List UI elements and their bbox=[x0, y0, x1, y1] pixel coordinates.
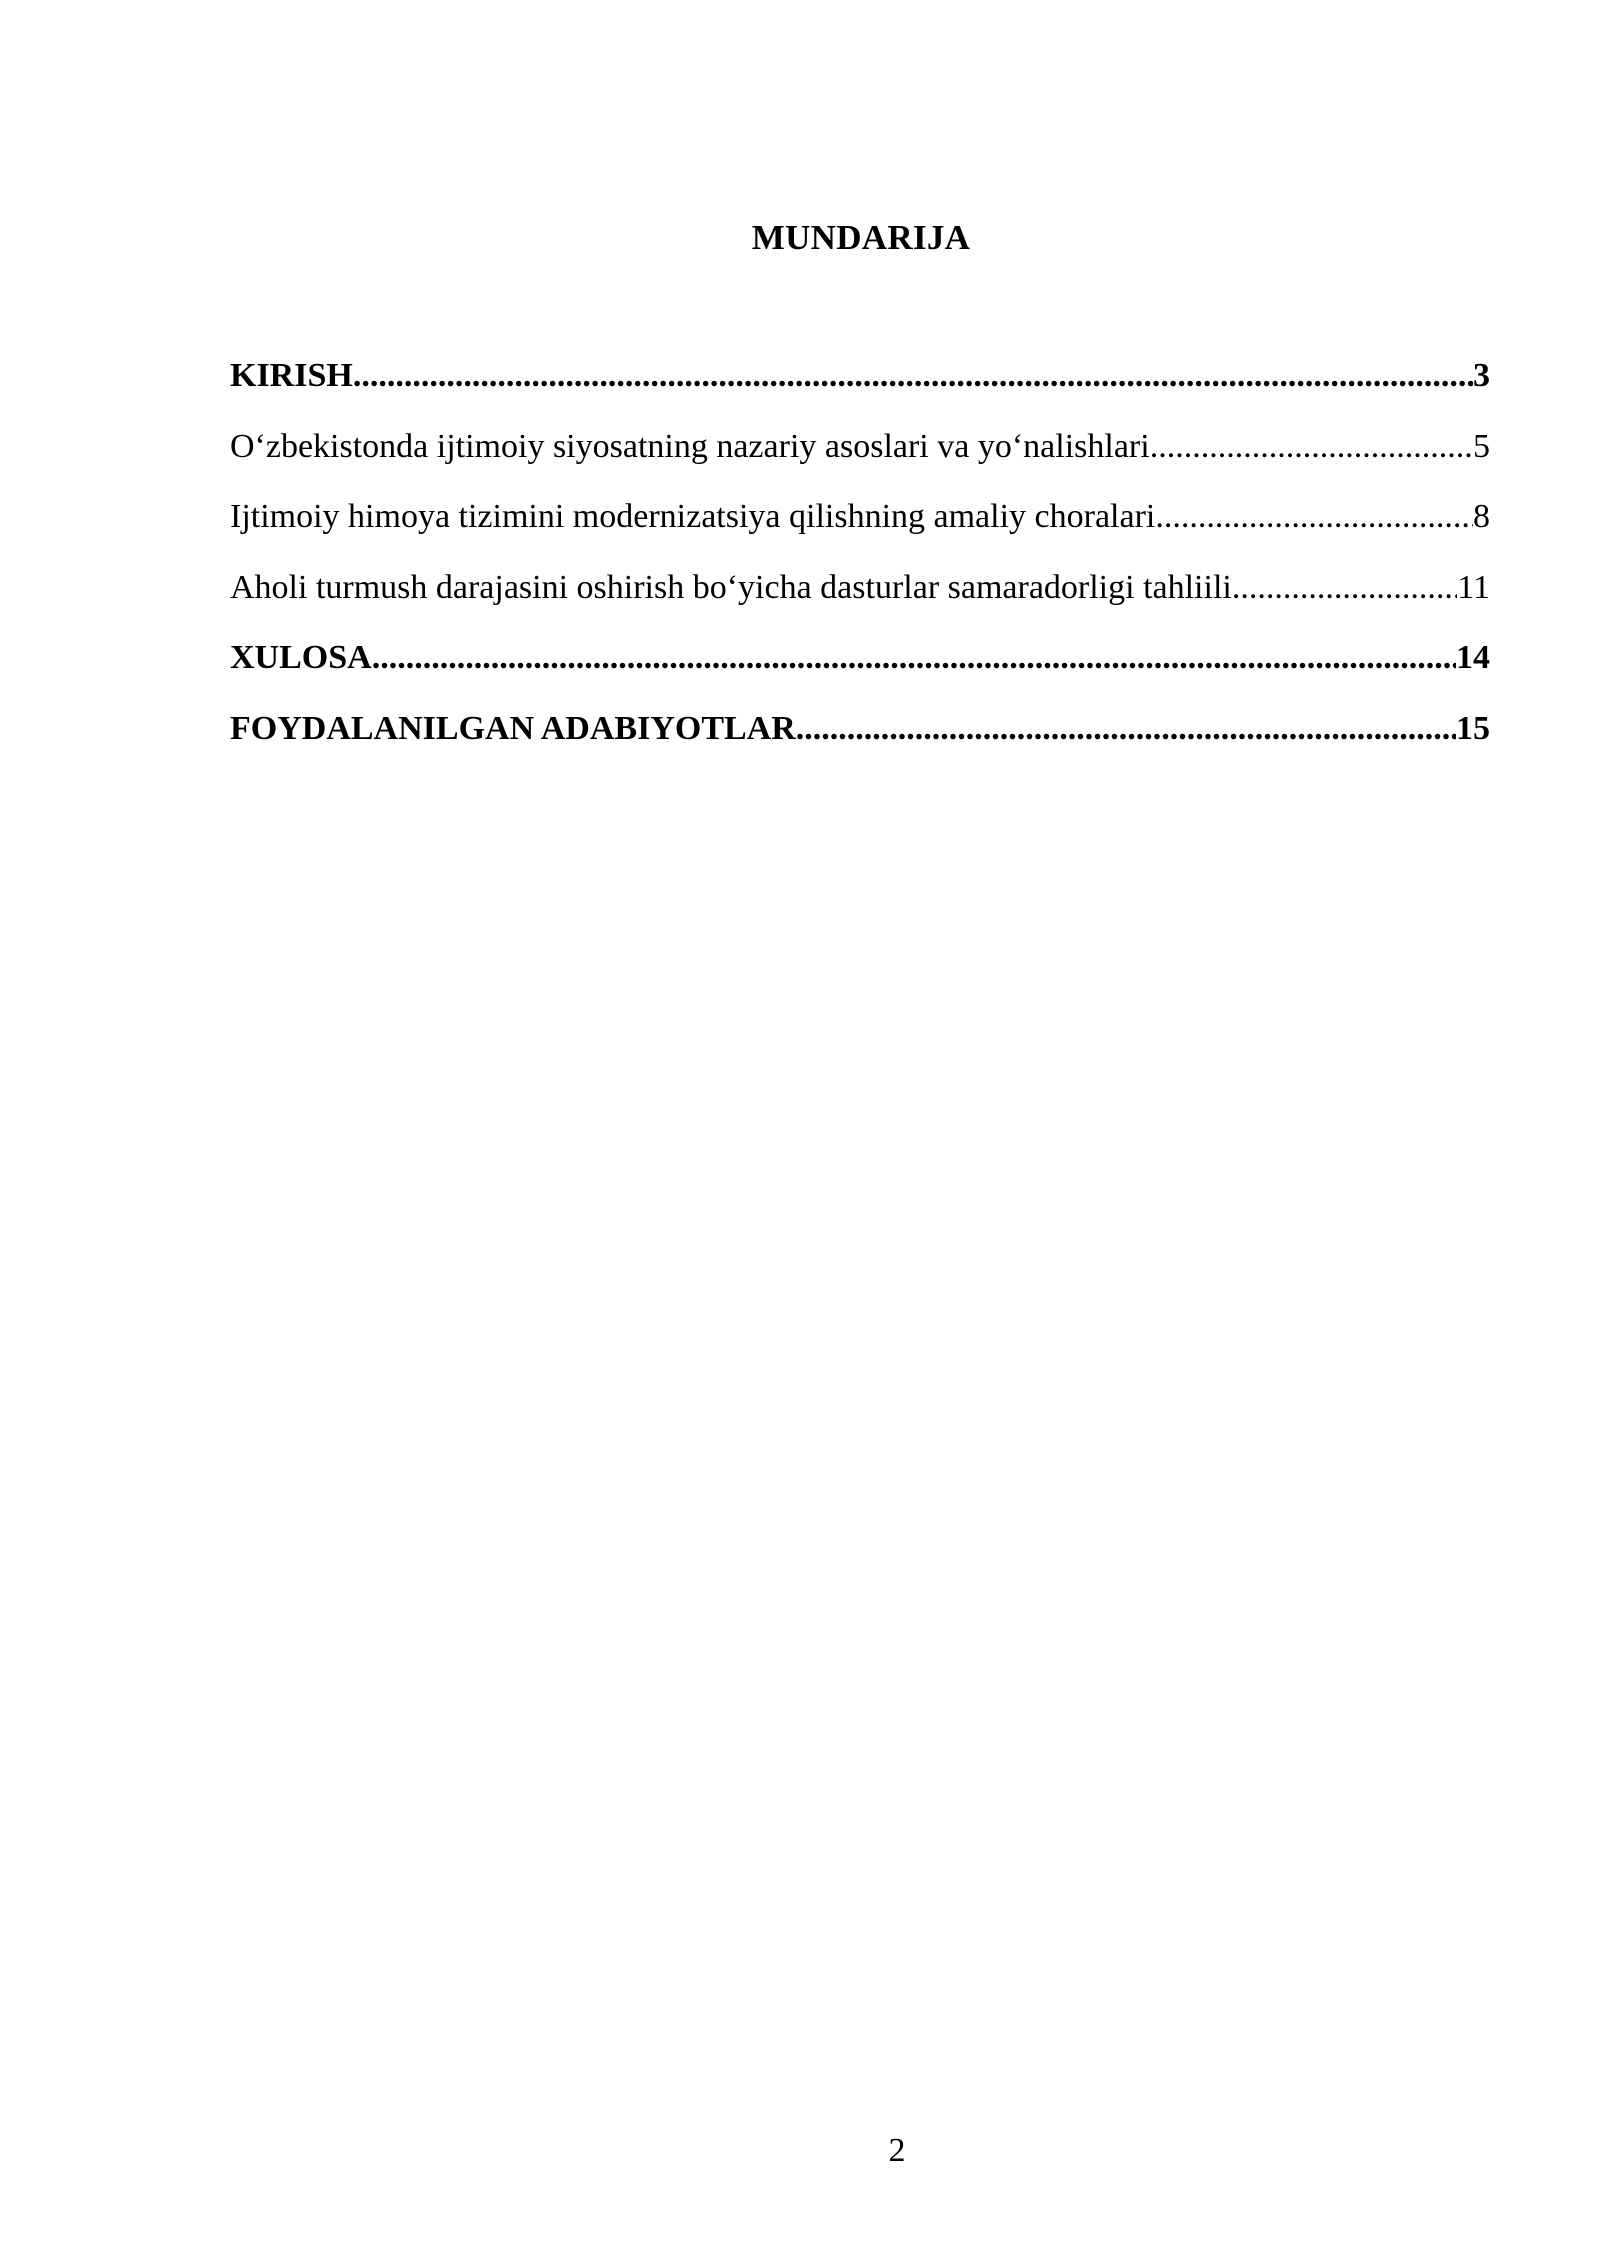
toc-entry-page: 11 bbox=[1457, 568, 1490, 606]
page-number: 2 bbox=[888, 2132, 906, 2169]
toc-dot-leader bbox=[372, 632, 1456, 684]
toc-dot-leader bbox=[1232, 562, 1457, 614]
toc-dot-leader bbox=[1150, 421, 1473, 473]
toc-entry-xulosa[interactable] bbox=[230, 632, 1490, 703]
toc-entry-aholi-turmush[interactable] bbox=[230, 562, 1490, 633]
toc-entry-label: Ijtimoiy himoya tizimini modernizatsiya qilishning amaliy choralari bbox=[230, 498, 1156, 535]
toc-entry-label: KIRISH bbox=[230, 357, 353, 394]
toc-entry-ijtimoiy-himoya[interactable] bbox=[230, 491, 1490, 562]
toc-title: MUNDARIJA bbox=[751, 218, 971, 257]
toc-entry-label: XULOSA bbox=[230, 639, 372, 676]
toc-entry-page: 8 bbox=[1473, 498, 1490, 535]
toc-entry-label: O‘zbekistonda ijtimoiy siyosatning nazariy asoslari va yo‘nalishlari bbox=[230, 427, 1150, 465]
toc-entry-page: 15 bbox=[1456, 709, 1490, 747]
table-of-contents bbox=[230, 350, 1490, 773]
toc-dot-leader bbox=[1155, 491, 1473, 543]
toc-dot-leader bbox=[796, 703, 1456, 755]
toc-entry-page: 5 bbox=[1473, 427, 1490, 465]
toc-entry-nazariy-asoslar[interactable] bbox=[230, 421, 1490, 492]
toc-entry-label: Aholi turmush darajasini oshirish bo‘yicha dasturlar samaradorligi tahliili bbox=[230, 568, 1232, 606]
toc-entry-page: 14 bbox=[1456, 639, 1490, 676]
toc-dot-leader bbox=[353, 350, 1473, 402]
toc-entry-page: 3 bbox=[1473, 357, 1490, 394]
toc-entry-kirish[interactable] bbox=[230, 350, 1490, 421]
toc-entry-adabiyotlar[interactable] bbox=[230, 703, 1490, 774]
toc-entry-label: FOYDALANILGAN ADABIYOTLAR bbox=[230, 709, 796, 747]
